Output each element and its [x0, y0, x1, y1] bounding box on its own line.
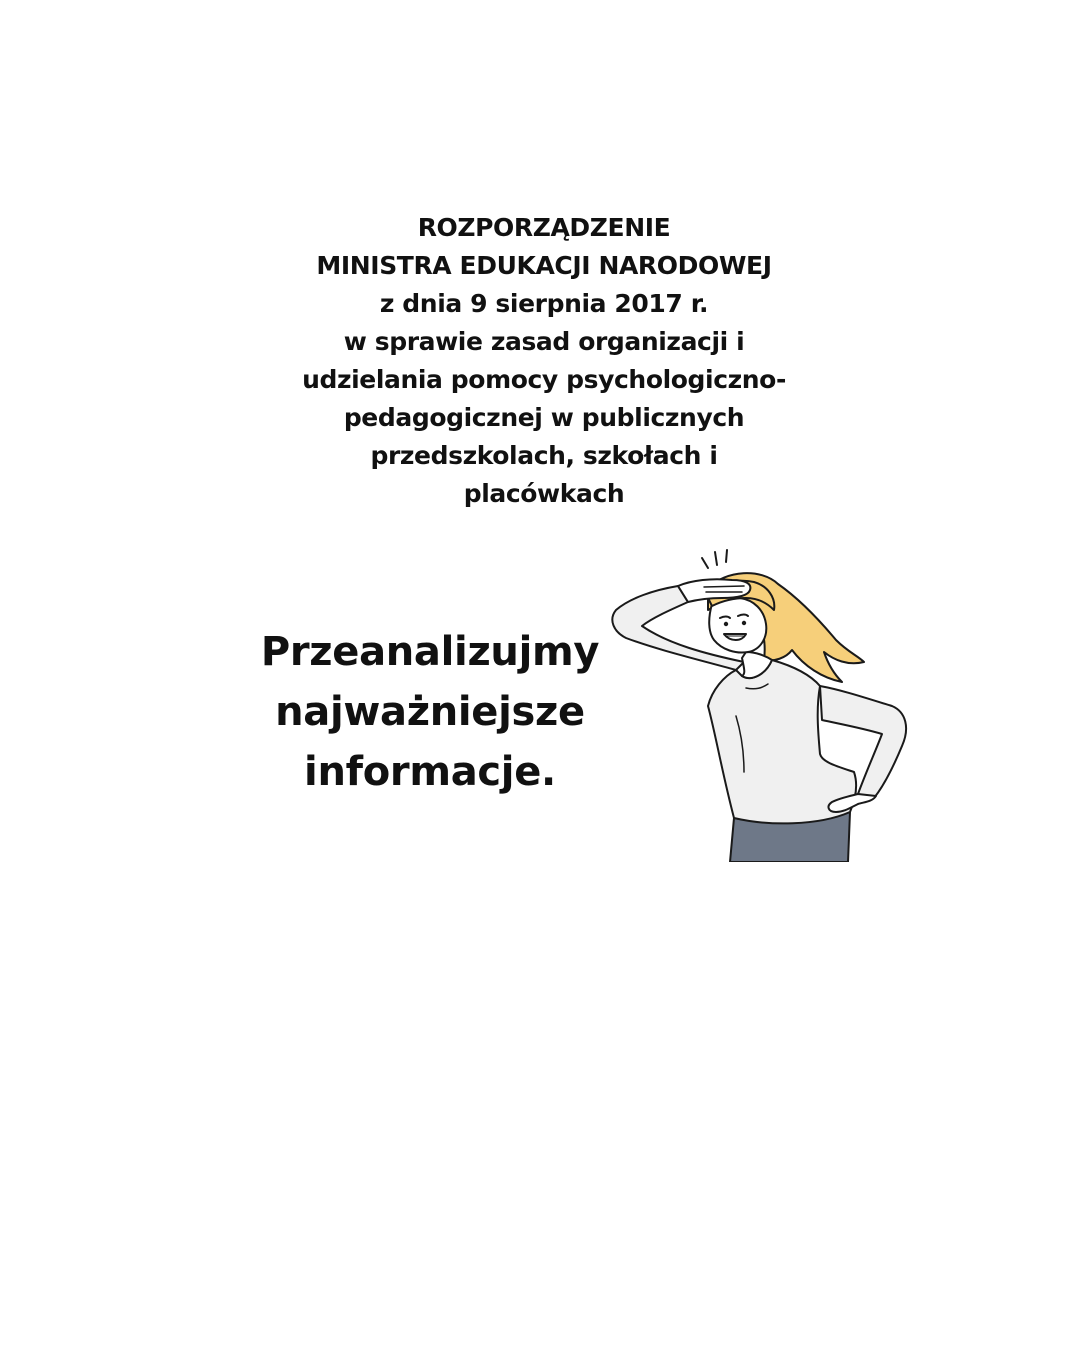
title-line: z dnia 9 sierpnia 2017 r.: [379, 289, 709, 318]
title-line: przedszkolach, szkołach i: [370, 441, 718, 470]
title-line: ROZPORZĄDZENIE: [417, 213, 671, 242]
regulation-title: [240, 209, 848, 513]
title-line: placówkach: [463, 479, 625, 508]
headline-line: najważniejsze: [275, 689, 585, 735]
title-line: pedagogicznej w publicznych: [343, 403, 745, 432]
headline-line: informacje.: [304, 749, 556, 795]
title-line: udzielania pomocy psychologiczno-: [302, 365, 786, 394]
headline-line: Przeanalizujmy: [260, 629, 600, 675]
title-line: MINISTRA EDUKACJI NARODOWEJ: [316, 251, 772, 280]
title-line: w sprawie zasad organizacji i: [343, 327, 745, 356]
woman-looking-ahead-illustration: [596, 540, 916, 862]
headline: [240, 622, 620, 802]
